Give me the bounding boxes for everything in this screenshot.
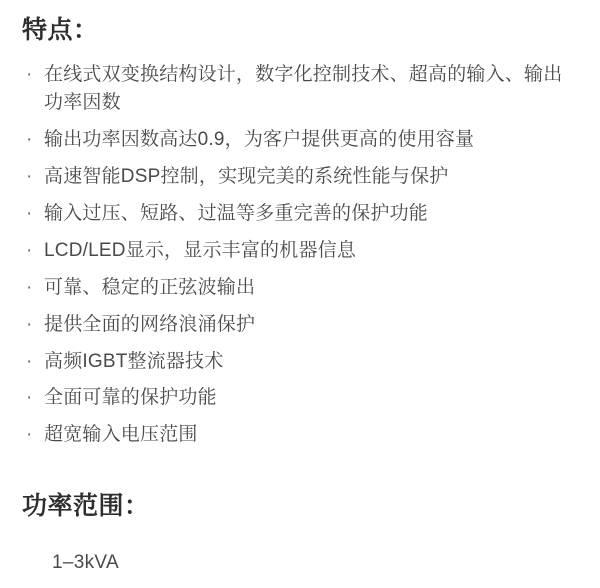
list-item-text: 高速智能DSP控制，实现完美的系统性能与保护 bbox=[44, 166, 449, 188]
list-item bbox=[22, 311, 578, 340]
features-heading: 特点： bbox=[22, 16, 99, 44]
list-item bbox=[22, 237, 578, 266]
list-item-text: 输出功率因数高达0.9，为客户提供更高的使用容量 bbox=[44, 129, 475, 151]
list-item bbox=[22, 274, 578, 303]
list-item-text: 在线式双变换结构设计，数字化控制技术、超高的输入、输出功率因数 bbox=[44, 63, 563, 114]
bullet-icon: · bbox=[26, 276, 33, 298]
list-item-text: 超宽输入电压范围 bbox=[44, 424, 198, 446]
list-item-text: LCD/LED显示，显示丰富的机器信息 bbox=[44, 239, 357, 261]
bullet-icon: · bbox=[26, 424, 33, 446]
power-range-value: 1–3kVA bbox=[52, 552, 119, 574]
power-range-heading: 功率范围： bbox=[22, 492, 150, 521]
bullet-icon: · bbox=[26, 166, 33, 188]
bullet-icon: · bbox=[26, 63, 33, 85]
list-item bbox=[22, 126, 578, 155]
list-item bbox=[22, 200, 578, 229]
list-item-text: 输入过压、短路、过温等多重完善的保护功能 bbox=[44, 203, 429, 224]
list-item bbox=[22, 384, 578, 413]
bullet-icon: · bbox=[26, 129, 33, 151]
bullet-icon: · bbox=[26, 387, 33, 409]
features-list bbox=[22, 61, 578, 451]
list-item bbox=[22, 421, 578, 450]
list-item-text: 高频IGBT整流器技术 bbox=[44, 350, 224, 372]
bullet-icon: · bbox=[26, 239, 33, 261]
bullet-icon: · bbox=[26, 203, 33, 224]
bullet-icon: · bbox=[26, 313, 33, 335]
list-item-text: 提供全面的网络浪涌保护 bbox=[44, 313, 256, 335]
bullet-icon: · bbox=[26, 350, 33, 372]
list-item-text: 全面可靠的保护功能 bbox=[44, 387, 217, 409]
list-item bbox=[22, 348, 578, 377]
list-item bbox=[22, 163, 578, 192]
list-item bbox=[22, 61, 578, 119]
list-item-text: 可靠、稳定的正弦波输出 bbox=[44, 276, 256, 298]
